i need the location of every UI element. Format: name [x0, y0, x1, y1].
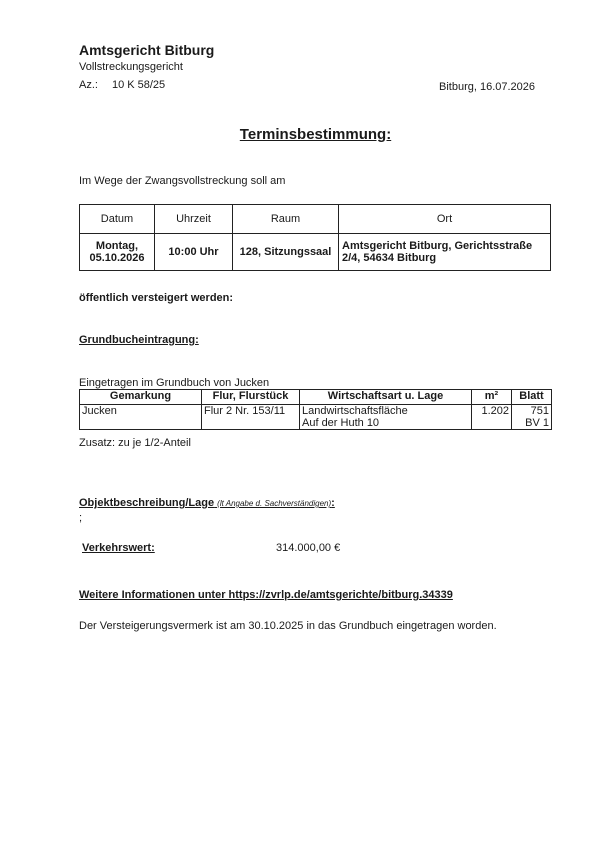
termin-value-row [80, 234, 551, 271]
header-uhrzeit: Uhrzeit [155, 205, 233, 234]
header-wirtschaftsart: Wirtschaftsart u. Lage [300, 390, 472, 405]
sold-text: öffentlich versteigert werden: [79, 292, 234, 304]
termin-uhrzeit: 10:00 Uhr [155, 234, 233, 271]
verkehrswert-label: Verkehrswert: [82, 542, 155, 554]
case-number-value: 10 K 58/25 [111, 79, 166, 91]
vermerk-text: Der Versteigerungsvermerk ist am 30.10.2025 in das Grundbuch eingetragen worden. [79, 620, 497, 632]
termin-ort [339, 234, 551, 271]
termin-date: 05.10.2026 [89, 252, 145, 264]
page-title: Terminsbestimmung: [239, 126, 392, 143]
termin-datum [80, 234, 155, 271]
header-flur: Flur, Flurstück [202, 390, 300, 405]
header-blatt: Blatt [512, 390, 552, 405]
termin-weekday: Montag, [95, 240, 139, 252]
intro-text: Im Wege der Zwangsvollstreckung soll am [79, 175, 286, 187]
objekt-heading [79, 497, 335, 509]
gemarkung-cell: Jucken [80, 405, 202, 418]
objekt-colon: : [331, 497, 335, 509]
header-ort: Ort [339, 205, 551, 234]
m2-cell-empty [472, 417, 512, 430]
blatt-cell-1: 751 [512, 405, 552, 418]
grundbuch-row-2 [80, 417, 552, 430]
termin-raum: 128, Sitzungssaal [233, 234, 339, 271]
m2-cell: 1.202 [472, 405, 512, 418]
header-m2: m² [472, 390, 512, 405]
objekt-value: ; [79, 512, 83, 524]
grundbuch-row [80, 405, 552, 418]
case-number-label: Az.: [79, 79, 98, 91]
grundbuch-heading: Grundbucheintragung: [79, 334, 199, 346]
termin-table [79, 204, 551, 271]
flur-cell-empty [202, 417, 300, 430]
court-department: Vollstreckungsgericht [79, 61, 183, 73]
zusatz-text: Zusatz: zu je 1/2-Anteil [79, 437, 191, 449]
gemarkung-cell-empty [80, 417, 202, 430]
blatt-cell-2: BV 1 [512, 417, 552, 430]
grundbuch-table [79, 389, 552, 430]
header-raum: Raum [233, 205, 339, 234]
grundbuch-header-row [80, 390, 552, 405]
grundbuch-intro: Eingetragen im Grundbuch von Jucken [79, 377, 270, 389]
case-number [79, 79, 165, 91]
flur-cell: Flur 2 Nr. 153/11 [202, 405, 300, 418]
termin-ort-line1: Amtsgericht Bitburg, Gerichtsstraße [342, 240, 533, 252]
termin-header-row [80, 205, 551, 234]
header-datum: Datum [80, 205, 155, 234]
objekt-note: (lt Angabe d. Sachverständigen) [217, 499, 332, 508]
verkehrswert-value: 314.000,00 € [276, 542, 341, 554]
wirtschaftsart-cell-1: Landwirtschaftsfläche [300, 405, 472, 418]
objekt-heading-text: Objektbeschreibung/Lage [79, 497, 215, 509]
place-date: Bitburg, 16.07.2026 [439, 81, 536, 93]
court-name: Amtsgericht Bitburg [79, 42, 215, 58]
wirtschaftsart-cell-2: Auf der Huth 10 [300, 417, 472, 430]
header-gemarkung: Gemarkung [80, 390, 202, 405]
termin-ort-line2: 2/4, 54634 Bitburg [342, 252, 437, 264]
info-link[interactable]: Weitere Informationen unter https://zvrlp.de/amtsgerichte/bitburg.34339 [79, 589, 453, 601]
